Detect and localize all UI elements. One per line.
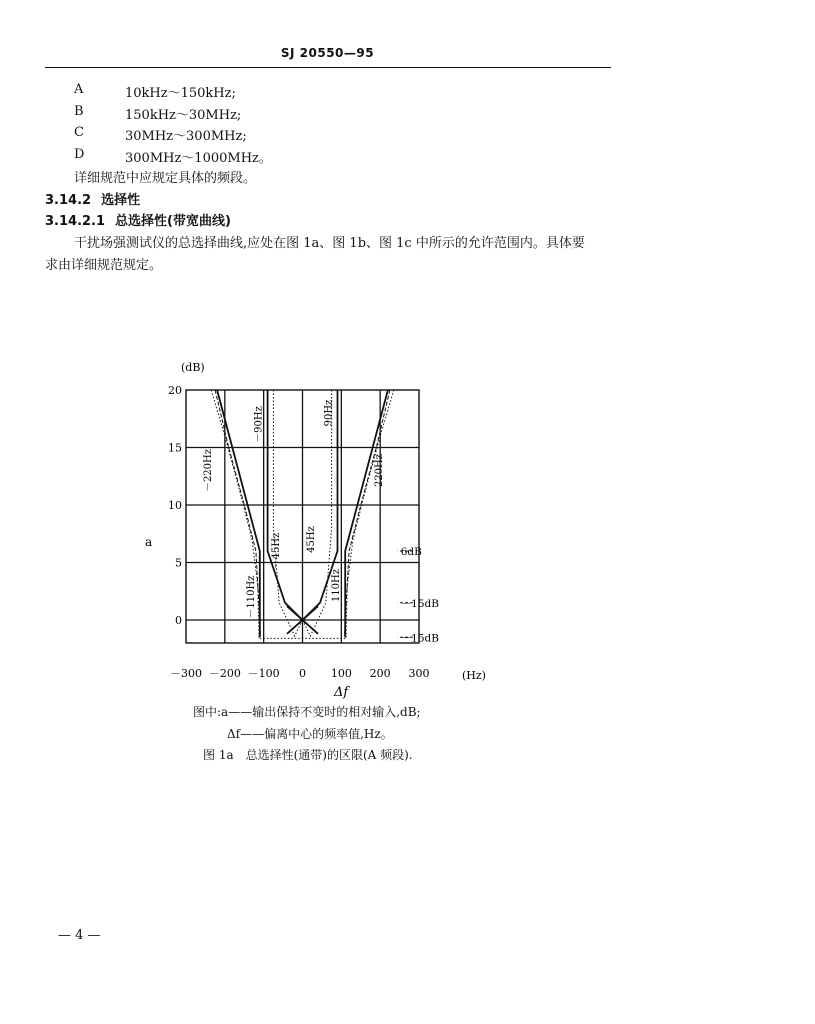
paragraph-line-2: 求由详细规范规定。 [45,258,163,273]
x-tick-label: 100 [330,667,352,680]
x-tick-label: 300 [408,667,430,680]
legend-line-2: Δf——偏离中心的频率值,Hz。 [227,727,393,741]
y-tick-label: 10 [168,499,182,512]
band-range-b: 150kHz～30MHz; [125,108,242,123]
x-tick-label: －100 [247,667,280,680]
section-number: 3.14.2.1 [45,214,106,229]
section-title: 总选择性(带宽曲线) [115,214,231,229]
page-number: — 4 — [58,928,101,943]
y-tick-label: 15 [168,441,182,455]
band-letter-b: B [74,104,84,119]
band-range-c: 30MHz～300MHz; [125,129,247,144]
x-tick-label: 200 [369,667,391,680]
db-annotation: －15dB [400,597,440,610]
x-axis-label: Δf [334,685,349,700]
curve-annotation: 45Hz [306,526,317,553]
db-annotation: 6dB [400,546,422,558]
series-sample-curve [344,390,390,636]
band-range-d: 300MHz～1000MHz。 [125,151,272,166]
legend-line-1: 图中:a——输出保持不变时的相对输入,dB; [193,705,421,719]
curve-annotation: 220Hz [373,453,385,488]
curve-annotation: 90Hz [323,399,335,427]
series-sample-curve [346,390,394,638]
section-number: 3.14.2 [45,193,92,208]
y-tick-label: 20 [168,384,182,397]
paragraph-line-1: 干扰场强测试仪的总选择曲线,应处在图 1a、图 1b、图 1c 中所示的允许范围内。具体要 [74,236,585,251]
curve-annotation: －45Hz [271,532,282,570]
x-tick-label: －200 [208,667,241,680]
curve-annotation: －90Hz [253,406,265,443]
band-range-a: 10kHz～150kHz; [125,86,236,101]
db-annotation: －15dB [400,632,440,645]
figure-caption: 图 1a 总选择性(通带)的区限(A 频段). [203,748,413,762]
curve-annotation: －220Hz [203,448,215,493]
y-unit-label: (dB) [181,361,205,374]
curve-annotation: 110Hz [331,568,343,603]
band-letter-d: D [74,147,85,162]
x-tick-label: －300 [170,667,202,680]
series-sample-curve [273,390,302,636]
standard-header: SJ 20550—95 [280,46,375,60]
curve-annotation: －110Hz [245,575,257,619]
x-tick-label: 0 [299,667,306,680]
band-note: 详细规范中应规定具体的频段。 [74,171,257,186]
y-tick-label: 5 [175,556,182,570]
y-axis-label: a [145,535,153,549]
band-letter-a: A [74,82,84,97]
y-tick-label: 0 [175,614,182,627]
x-unit-label: (Hz) [462,669,486,682]
section-title: 选择性 [101,193,141,208]
band-letter-c: C [74,125,84,140]
